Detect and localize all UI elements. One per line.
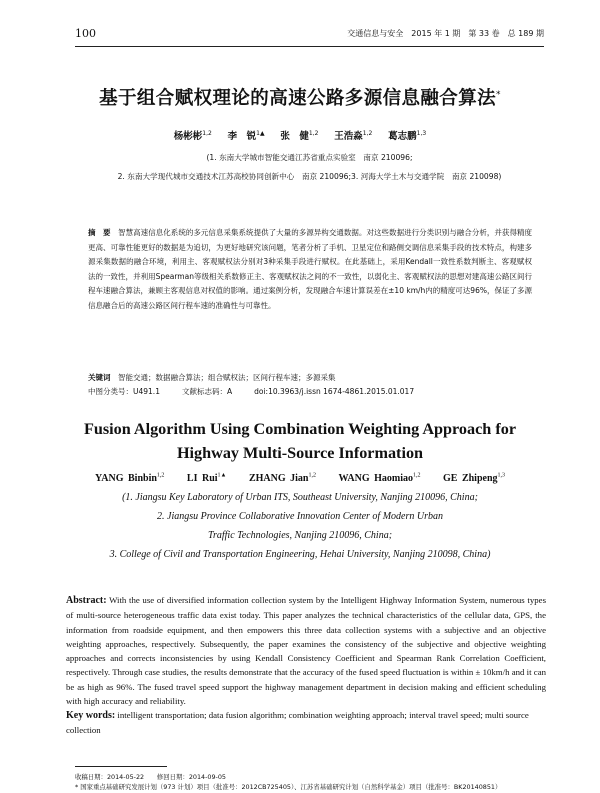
footnote-funding: * 国家重点基础研究发展计划（973 计划）项目（批准号：2012CB725405）、江苏省基础研究计划（自然科学基金）项目（批准号：BK20140851） [75,783,502,791]
author-cn: 王浩淼$^{1,2}$ [334,129,373,142]
doi: doi:10.3963/j.issn 1674-4861.2015.01.017 [254,387,415,396]
authors-english [0,473,600,484]
affiliation-en-2: 2. Jiangsu Province Collaborative Innovation Center of Modern Urban [157,511,443,522]
document-code: 文献标志码：A [181,387,233,396]
author-en: GE Zhipeng$^{1,3}$ [443,473,506,485]
affiliation-en-3: Traffic Technologies, Nanjing 210096, China; [207,530,393,541]
author-cn: 张 健$^{1,2}$ [280,129,319,142]
affiliation-cn-2: 2. 东南大学现代城市交通技术江苏高校协同创新中心 南京 210096;3. 河海大学土木与交通学院 南京 210098) [117,172,502,181]
footnote-received: 收稿日期：2014-05-22 修回日期：2014-09-05 [75,773,226,781]
keywords-en-label: Key words: [66,710,116,721]
keywords-en-text: intelligent transportation; data fusion algorithm; combination weighting approach; interval travel speed; multi source collection [66,710,529,736]
footnote-rule [75,766,167,767]
abstract-cn-label: 摘 要 [88,228,111,237]
header-rule [75,46,544,47]
abstract-chinese [88,226,532,314]
keywords-cn-text: 智能交通；数据融合算法；组合赋权法；区间行程车速；多源采集 [118,373,336,382]
title-footnote-mark: * [496,89,501,100]
clc-number: 中图分类号：U491.1 [88,387,160,396]
author-cn: 李 锐$^{1▲}$ [227,129,265,142]
page-number: 100 [75,27,96,40]
abstract-en-label: Abstract: [66,595,107,606]
abstract-cn-text: 智慧高速信息化系统的多元信息采集系统提供了大量的多源异构交通数据。对这些数据进行分类识别与融合分析，并获得精度更高、可靠性能更好的数据是为追切，为更好地研究该问题，笔者分析了手机、卫星定位和路侧交调信息采集手段的技术特点，构建多源采集数据的融合环境，利用主、客观赋权法分别对3种采集手段进行赋权。在此基础上，采用Kendall一致性系数判断主、客观赋权法的一致性，并利用Spearman等级相关系数修正主、客观赋权法之间的不一致性，以弱化主、客观赋权法的思想对建高速公路区间行程车速融合算法，兼顾主客观信息对权值的影响。通过案例分析，发现融合车速计算误差在±10 km/h内的精度可达96%，保证了多源信息融合后的高速公路区间行程车速的准确性与可靠性。 [88,228,533,310]
classification-chinese [88,386,532,397]
author-en: WANG Haomiao$^{1,2}$ [338,473,421,485]
author-cn: 杨彬彬$^{1,2}$ [173,129,212,142]
keywords-cn-label: 关键词 [88,373,111,382]
authors-chinese [0,128,600,142]
affiliation-en-4: 3. College of Civil and Transportation Engineering, Hehai University, Nanjing 210098, China) [109,549,491,560]
abstract-english [66,593,546,708]
journal-info: 交通信息与安全 2015 年 1 期 第 33 卷 总 189 期 [347,29,544,38]
running-header [75,27,544,43]
affiliation-en-1: (1. Jiangsu Key Laboratory of Urban ITS, Southeast University, Nanjing 210096, China; [122,492,478,503]
author-en: YANG Binbin$^{1,2}$ [94,473,165,485]
title-chinese-text: 基于组合赋权理论的高速公路多源信息融合算法 [99,88,496,109]
author-en: LI Rui$^{1▲}$ [186,473,227,485]
affiliation-cn-1: (1. 东南大学城市智能交通江苏省重点实验室 南京 210096; [206,153,413,162]
title-chinese [40,84,560,110]
keywords-english [66,708,546,738]
author-en: ZHANG Jian$^{1,2}$ [248,473,316,485]
author-cn: 葛志鹏$^{1,3}$ [388,129,427,142]
abstract-en-text: With the use of diversified information collection system by the Intelligent Highway Information System, numerous types of multi-source heterogeneous traffic data exist today. This paper analyzes the technical characteristics of the cellular data, GPS, the information from roadside equipment, and then empowers this three data collection systems with a subjective and an objective weighting approaches, respectively. Subsequently, the paper examines the consistency of the subjective and objective weighting approaches and corrects inconsistencies by using Kendall Consistency Coefficient and Spearman Rank Correlation Coefficient, respectively. Through case studies, the results demonstrate that the accuracy of the fused speed fluctuation is within ± 10km/h and it can be as high as 96%. The fused travel speed support the highway management department in decision making and efficient scheduling with high accuracy and reliability. [66,595,546,707]
keywords-chinese [88,372,532,383]
title-english: Fusion Algorithm Using Combination Weighting Approach for Highway Multi-Source Information [83,420,517,462]
